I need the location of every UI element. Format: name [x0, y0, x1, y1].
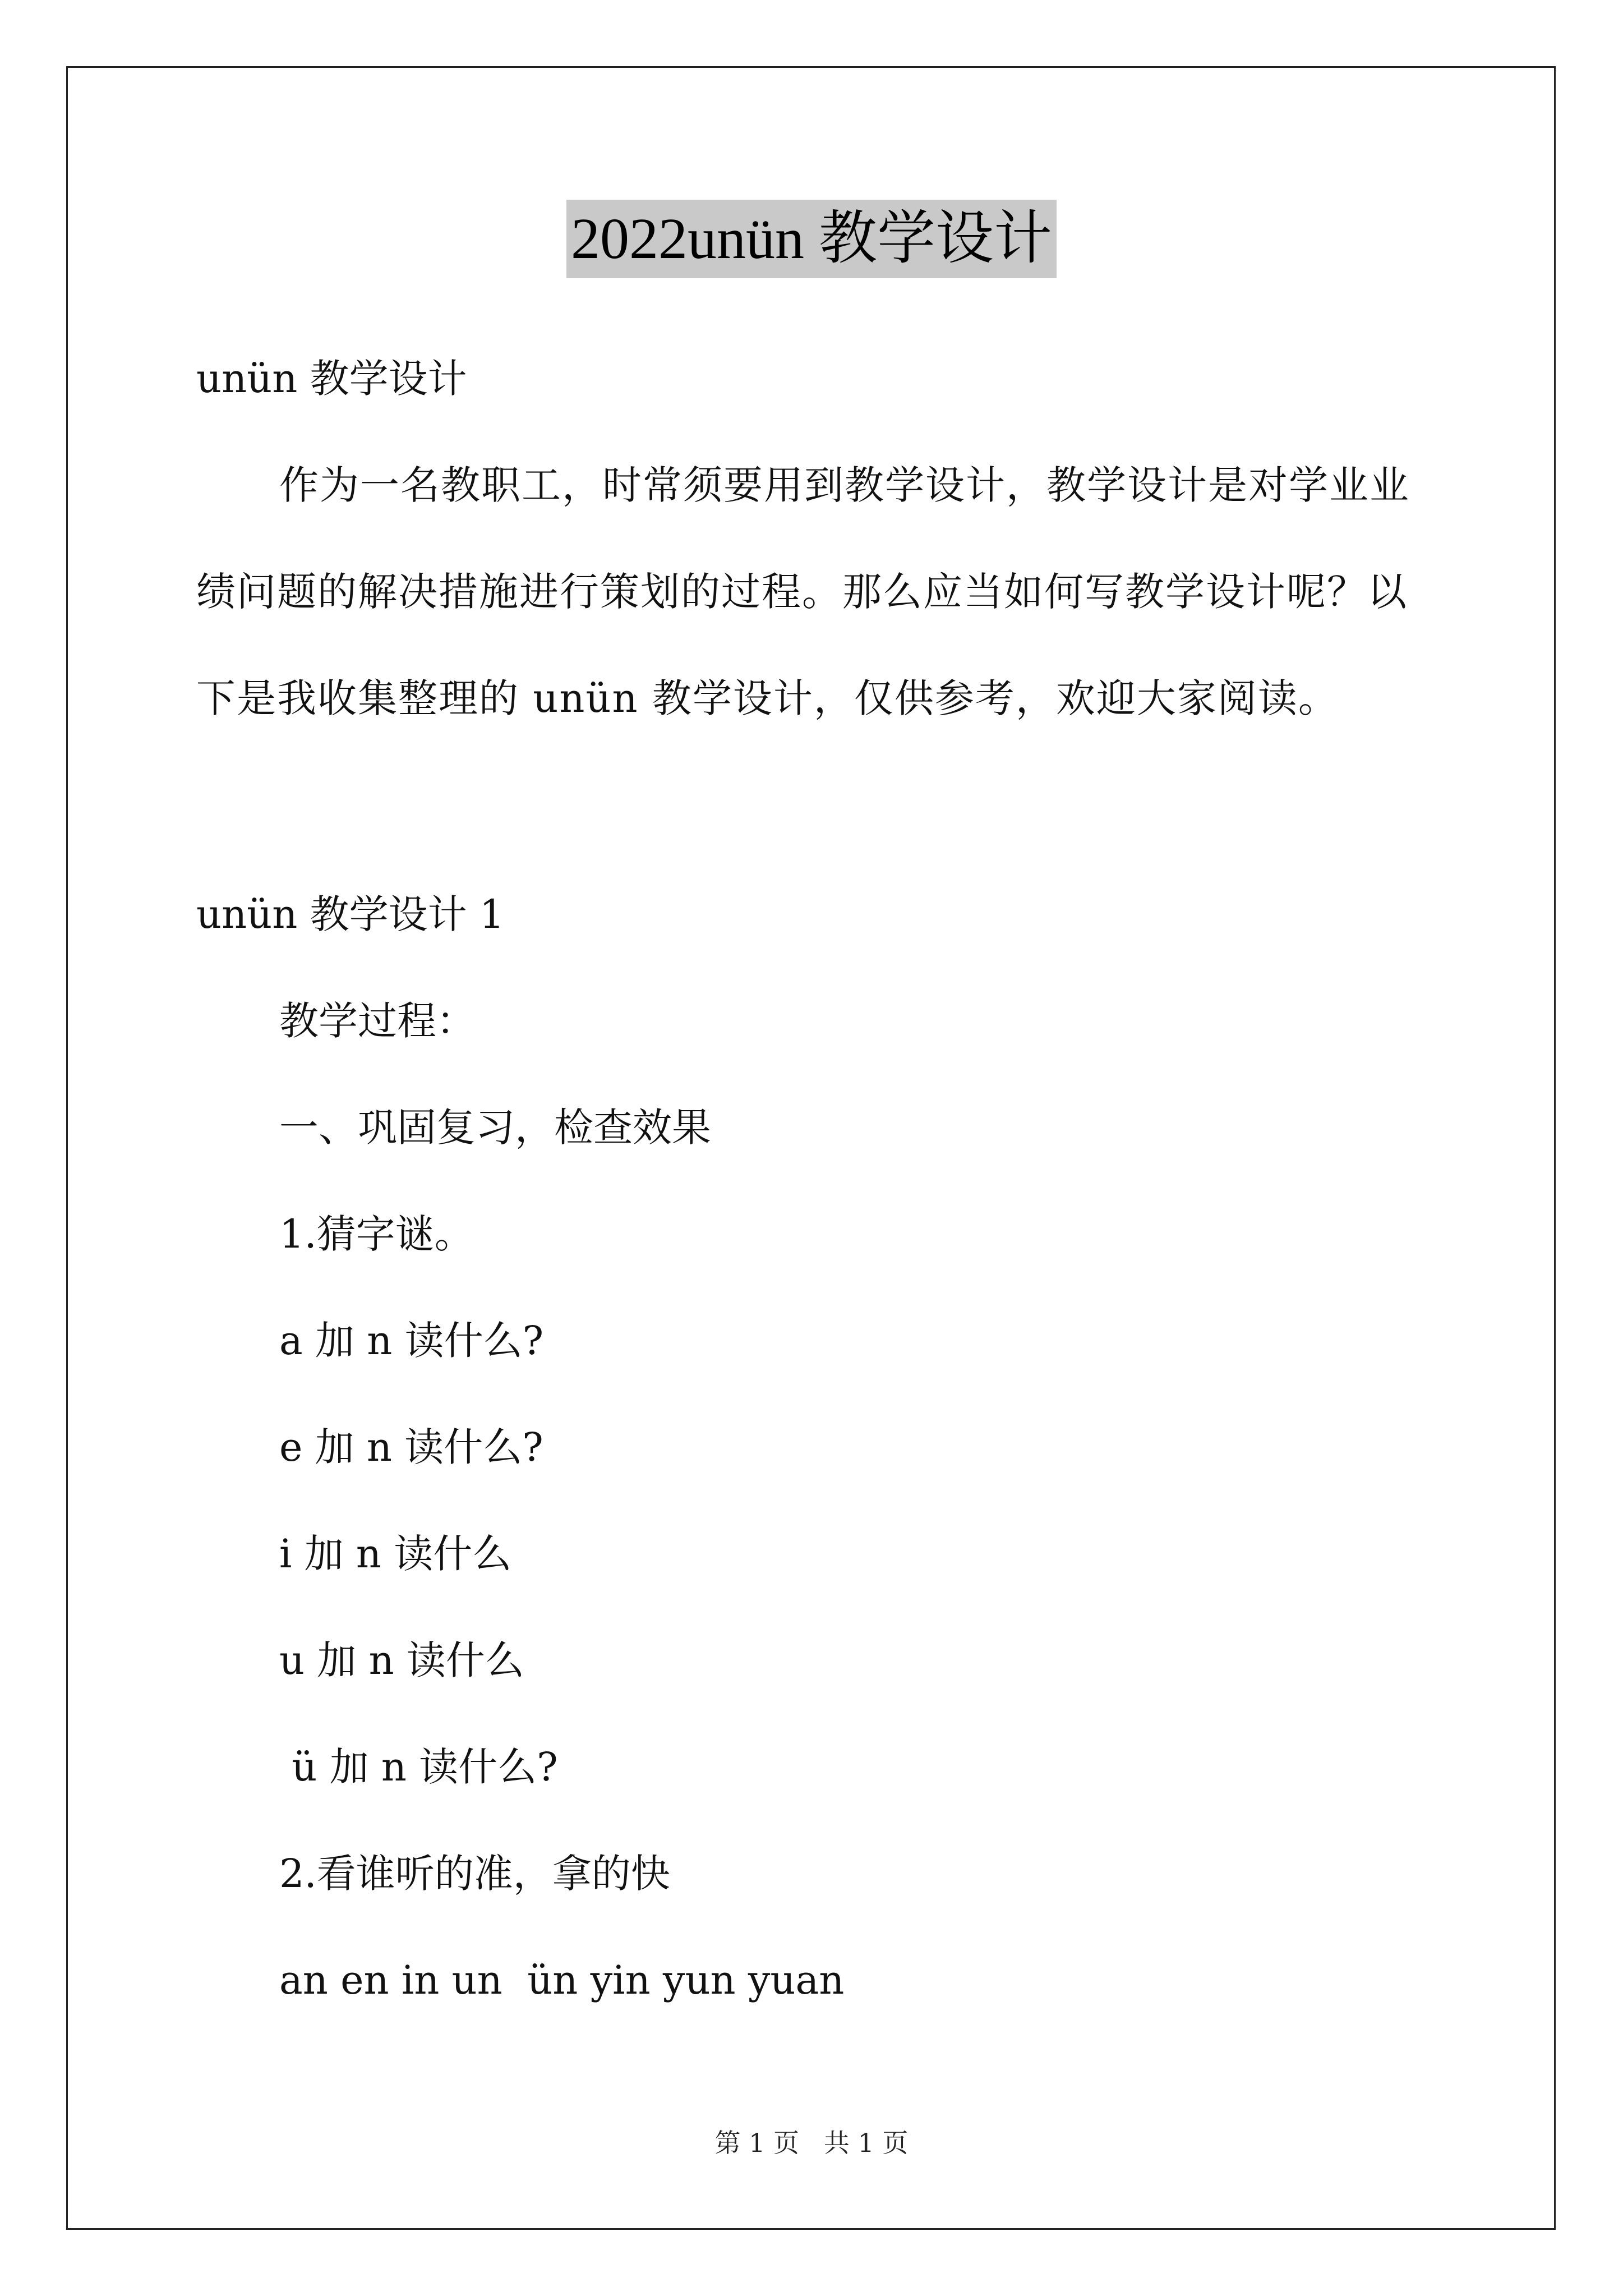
section-line-5: e 加 n 读什么?: [279, 1424, 543, 1470]
title-container: [0, 200, 1623, 278]
document-title: 2022unün 教学设计: [566, 200, 1057, 278]
intro-line-2: 绩问题的解决措施进行策划的过程。那么应当如何写教学设计呢？以: [196, 569, 1408, 615]
section-line-8: ü 加 n 读什么?: [279, 1744, 558, 1790]
section-line-3: 1.猜字谜。: [279, 1211, 474, 1257]
section-line-9: 2.看谁听的准，拿的快: [279, 1851, 670, 1897]
section-line-6: i 加 n 读什么: [279, 1531, 512, 1577]
section-line-10: an en in un ün yin yun yuan: [279, 1957, 845, 2003]
intro-line-1: 作为一名教职工，时常须要用到教学设计，教学设计是对学业业: [279, 462, 1410, 508]
intro-line-3: 下是我收集整理的 unün 教学设计，仅供参考，欢迎大家阅读。: [196, 675, 1339, 721]
section-line-2: 一、巩固复习，检查效果: [279, 1105, 711, 1151]
section-line-1: 教学过程：: [279, 998, 476, 1044]
section-line-4: a 加 n 读什么?: [279, 1318, 544, 1364]
section-line-7: u 加 n 读什么: [279, 1637, 524, 1683]
document-subtitle: unün 教学设计: [196, 356, 467, 402]
section-heading: unün 教学设计 1: [196, 891, 505, 937]
page-footer: 第 1 页 共 1 页: [714, 2128, 909, 2158]
